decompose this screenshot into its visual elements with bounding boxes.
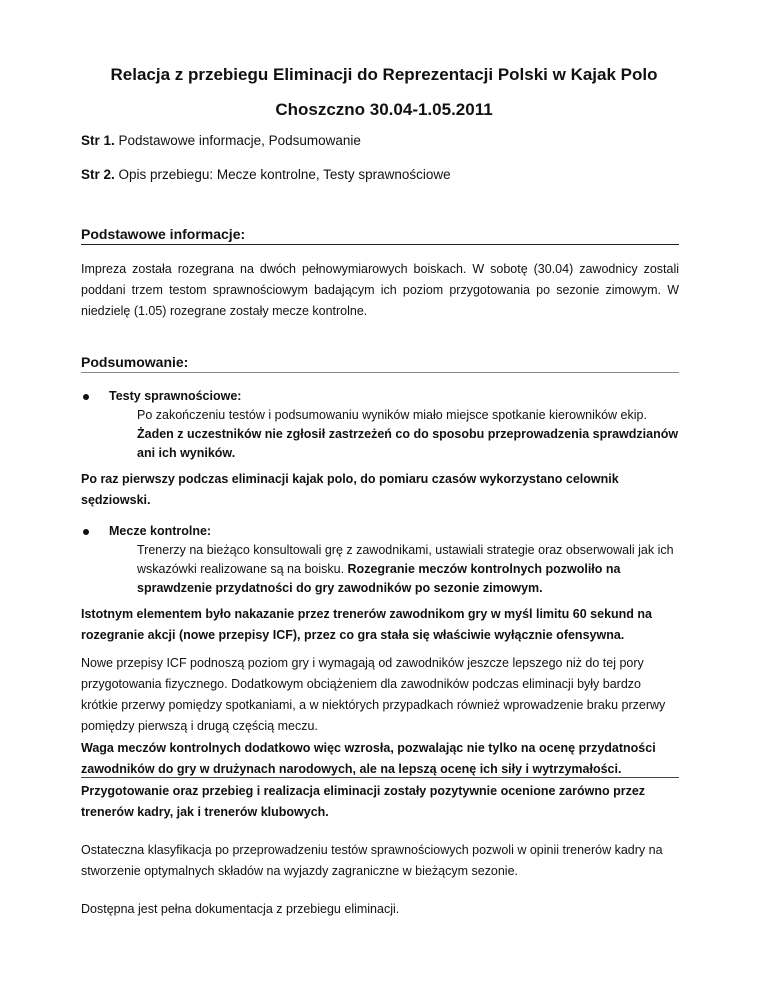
toc-page-label: Str 2.: [81, 167, 115, 182]
bullet-body: [137, 406, 679, 463]
bullet-text: Trenerzy na bieżąco konsultowali grę z zawodnikami, ustawiali strategie oraz obserwowali jak ich wskazówki realizowane są na boisku.: [137, 543, 674, 576]
bullet-icon: [83, 394, 89, 400]
toc-entry-text: Podstawowe informacje, Podsumowanie: [118, 133, 361, 148]
documentation-paragraph: Dostępna jest pełna dokumentacja z przebiegu eliminacji.: [81, 902, 400, 916]
toc-page-label: Str 1.: [81, 133, 115, 148]
section-heading-basic-info: Podstawowe informacje:: [81, 226, 679, 245]
bullet-title: Mecze kontrolne:: [109, 524, 212, 538]
istotny-paragraph: Istotnym elementem było nakazanie przez trenerów zawodnikom gry w myśl limitu 60 sekund na rozegranie akcji (nowe przepisy ICF), przez co gra stała się właściwie wyłącznie ofensywna.: [81, 607, 652, 642]
bullet-text: Po zakończeniu testów i podsumowaniu wyników miało miejsce spotkanie kierowników ekip.: [137, 408, 647, 422]
bullet-bold-text: Rozegranie meczów kontrolnych pozwoliło na sprawdzenie przydatności do gry zawodników po sezonie zimowym.: [137, 562, 621, 595]
evaluation-paragraph: Przygotowanie oraz przebieg i realizacja eliminacji zostały pozytywnie ocenione zarówno przez trenerów kadry, jak i trenerów klubowych.: [81, 784, 646, 819]
classification-paragraph: Ostateczna klasyfikacja po przeprowadzeniu testów sprawnościowych pozwoli w opinii trenerów kadry na stworzenie optymalnych składów na wyjazdy zagraniczne w bieżącym sezonie.: [81, 843, 663, 878]
bullet-icon: [83, 529, 89, 535]
toc-entry: [81, 133, 361, 148]
basic-info-paragraph: Impreza została rozegrana na dwóch pełnowymiarowych boiskach. W sobotę (30.04) zawodnicy zostali poddani trzem testom sprawnościowym badającym ich poziom przygotowania po sezonie zimowym. W niedzielę (1.05) rozegrane zostały mecze kontrolne.: [81, 262, 679, 318]
rules-paragraph: Nowe przepisy ICF podnoszą poziom gry i wymagają od zawodników jeszcze lepszego niż do tej pory przygotowania fizycznego. Dodatkowym obciążeniem dla zawodników podczas eliminacji były bardzo krótkie przerwy pomiędzy spotkaniami, a w niektórych przypadkach również wprowadzenie braku przerwy pomiędzy pierwszą i drugą częścią meczu.: [81, 656, 666, 733]
document-title: Relacja z przebiegu Eliminacji do Reprezentacji Polski w Kajak Polo: [110, 65, 658, 84]
bullet-item-matches: [109, 522, 679, 598]
toc-entry: [81, 167, 451, 182]
section-heading-summary: Podsumowanie:: [81, 354, 679, 373]
first-time-paragraph: Po raz pierwszy podczas eliminacji kajak polo, do pomiaru czasów wykorzystano celownik sędziowski.: [81, 472, 619, 507]
waga-paragraph: Waga meczów kontrolnych dodatkowo więc wzrosła, pozwalając nie tylko na ocenę przydatności zawodników do gry w drużynach narodowych, ale na lepszą ocenę ich siły i wytrzymałości.: [81, 741, 656, 776]
bullet-bold-text: Żaden z uczestników nie zgłosił zastrzeżeń co do sposobu przeprowadzenia sprawdzianów ani ich wyników.: [137, 427, 679, 460]
document-subtitle: Choszczno 30.04-1.05.2011: [275, 100, 493, 119]
toc-entry-text: Opis przebiegu: Mecze kontrolne, Testy sprawnościowe: [118, 167, 451, 182]
bullet-body: [137, 541, 679, 598]
bullet-item-tests: [109, 387, 679, 463]
horizontal-divider: [81, 777, 679, 778]
bullet-title: Testy sprawnościowe:: [109, 389, 242, 403]
